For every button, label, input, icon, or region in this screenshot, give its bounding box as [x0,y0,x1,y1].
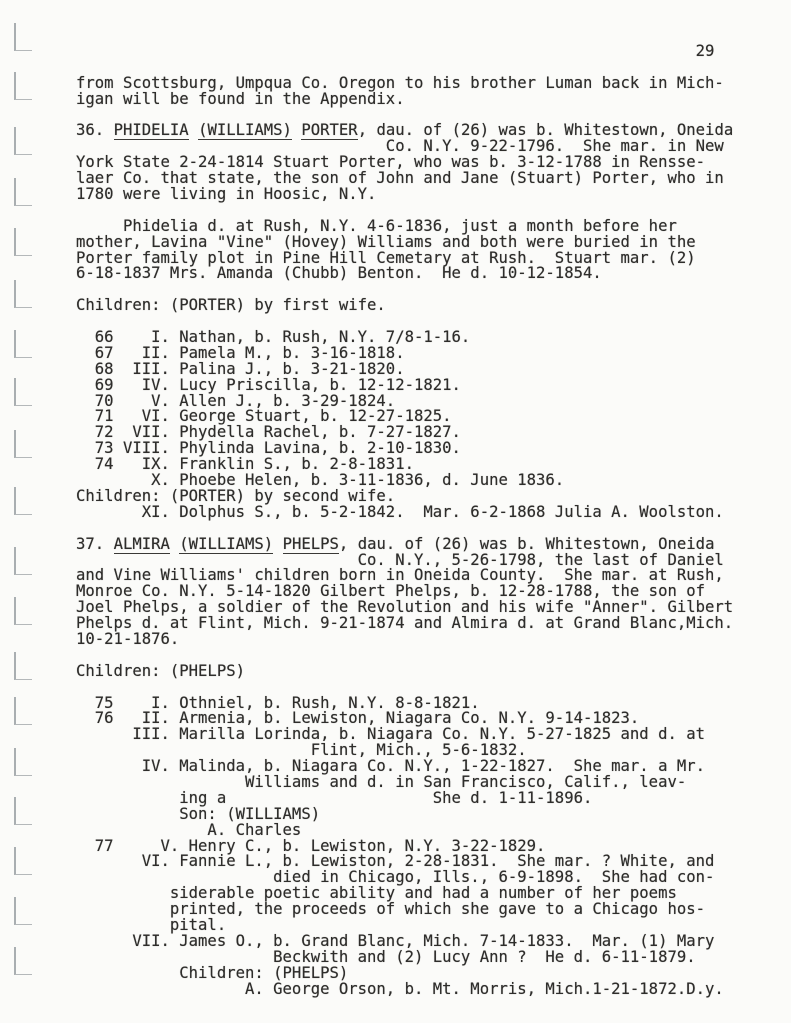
binder-mark [14,228,32,256]
text-line: Beckwith and (2) Lucy Ann ? He d. 6-11-1879. [76,947,696,966]
text-line: 29 [76,42,715,60]
text-line: Son: (WILLIAMS) [76,804,321,823]
text-line: printed, the proceeds of which she gave to a Chicago hos- [76,900,706,919]
text-line: Children: (PHELPS) [76,963,349,982]
binder-mark [14,697,32,725]
text-line: died in Chicago, Ills., 6-9-1898. She had con- [76,868,715,887]
text-line: 72 VII. Phydella Rachel, b. 7-27-1827. [76,423,461,442]
text-line: Co. N.Y., 5-26-1798, the last of Daniel [76,550,724,569]
binder-mark [14,487,32,515]
text-line: igan will be found in the Appendix. [76,89,405,108]
text-line: XI. Dolphus S., b. 5-2-1842. Mar. 6-2-1868 Julia A. Woolston. [76,502,724,521]
text-line: 73 VIII. Phylinda Lavina, b. 2-10-1830. [76,439,461,458]
text-line: A. George Orson, b. Mt. Morris, Mich.1-21-1872.D.y. [76,979,724,998]
binder-mark [14,330,32,358]
text-line: 1780 were living in Hoosic, N.Y. [76,185,377,204]
binder-mark [14,847,32,875]
text-line: 6-18-1837 Mrs. Amanda (Chubb) Benton. He d. 10-12-1854. [76,264,602,283]
binder-mark [14,597,32,625]
text-line: III. Marilla Lorinda, b. Niagara Co. N.Y. 5-27-1825 and d. at [76,725,706,744]
binder-mark [14,23,32,51]
typewritten-text [76,44,733,997]
binder-mark [14,652,32,680]
text-line: Flint, Mich., 5-6-1832. [76,741,527,760]
binder-mark [14,178,32,206]
text-line: 76 II. Armenia, b. Lewiston, Niagara Co. N.Y. 9-14-1823. [76,709,640,728]
binder-mark [14,797,32,825]
text-line: 66 I. Nathan, b. Rush, N.Y. 7/8-1-16. [76,328,471,347]
binder-mark [14,378,32,406]
text-line: Williams and d. in San Francisco, Calif., leav- [76,772,687,791]
text-line: IV. Malinda, b. Niagara Co. N.Y., 1-22-1827. She mar. a Mr. [76,757,706,776]
text-line: ing a She d. 1-11-1896. [76,788,593,807]
binder-mark [14,748,32,776]
text-line: 69 IV. Lucy Priscilla, b. 12-12-1821. [76,375,461,394]
text-line: Children: (PORTER) by first wife. [76,296,386,315]
text-line: Phelps d. at Flint, Mich. 9-21-1874 and Almira d. at Grand Blanc,Mich. [76,614,734,633]
text-line: VII. James O., b. Grand Blanc, Mich. 7-14-1833. Mar. (1) Mary [76,931,715,950]
text-line: Phidelia d. at Rush, N.Y. 4-6-1836, just a month before her [76,216,677,235]
text-line: Joel Phelps, a soldier of the Revolution and his wife "Anner". Gilbert [76,598,734,617]
binder-mark [14,897,32,925]
text-line: 36. PHIDELIA (WILLIAMS) PORTER, dau. of (26) was b. Whitestown, Oneida [76,121,734,140]
text-line: 68 III. Palina J., b. 3-21-1820. [76,359,405,378]
text-line: Children: (PORTER) by second wife. [76,486,396,505]
text-line: Porter family plot in Pine Hill Cemetary at Rush. Stuart mar. (2) [76,248,696,267]
binder-mark [14,947,32,975]
text-line: X. Phoebe Helen, b. 3-11-1836, d. June 1836. [76,471,565,490]
text-line: 74 IX. Franklin S., b. 2-8-1831. [76,455,414,474]
text-line: mother, Lavina "Vine" (Hovey) Williams and both were buried in the [76,232,696,251]
text-line: Monroe Co. N.Y. 5-14-1820 Gilbert Phelps, b. 12-28-1788, the son of [76,582,706,601]
text-line: York State 2-24-1814 Stuart Porter, who was b. 3-12-1788 in Rensse- [76,153,706,172]
binder-mark [14,127,32,155]
text-line: 10-21-1876. [76,629,180,648]
text-line: 70 V. Allen J., b. 3-29-1824. [76,391,396,410]
text-line: A. Charles [76,820,302,839]
binder-mark [14,547,32,575]
text-line: from Scottsburg, Umpqua Co. Oregon to his brother Luman back in Mich- [76,73,724,92]
binder-mark [14,430,32,458]
binder-mark [14,280,32,308]
text-line: pital. [76,915,227,934]
text-line: VI. Fannie L., b. Lewiston, 2-28-1831. She mar. ? White, and [76,852,715,871]
text-line: 71 VI. George Stuart, b. 12-27-1825. [76,407,452,426]
text-line: 77 V. Henry C., b. Lewiston, N.Y. 3-22-1829. [76,836,546,855]
text-line: 75 I. Othniel, b. Rush, N.Y. 8-8-1821. [76,693,480,712]
text-line: laer Co. that state, the son of John and Jane (Stuart) Porter, who in [76,169,724,188]
text-line: Co. N.Y. 9-22-1796. She mar. in New [76,137,724,156]
text-line: Children: (PHELPS) [76,661,245,680]
text-line: 67 II. Pamela M., b. 3-16-1818. [76,343,405,362]
text-line: 37. ALMIRA (WILLIAMS) PHELPS, dau. of (26) was b. Whitestown, Oneida [76,534,715,553]
binder-mark [14,72,32,100]
text-line: siderable poetic ability and had a number of her poems [76,884,677,903]
text-line: and Vine Williams' children born in Oneida County. She mar. at Rush, [76,566,724,585]
